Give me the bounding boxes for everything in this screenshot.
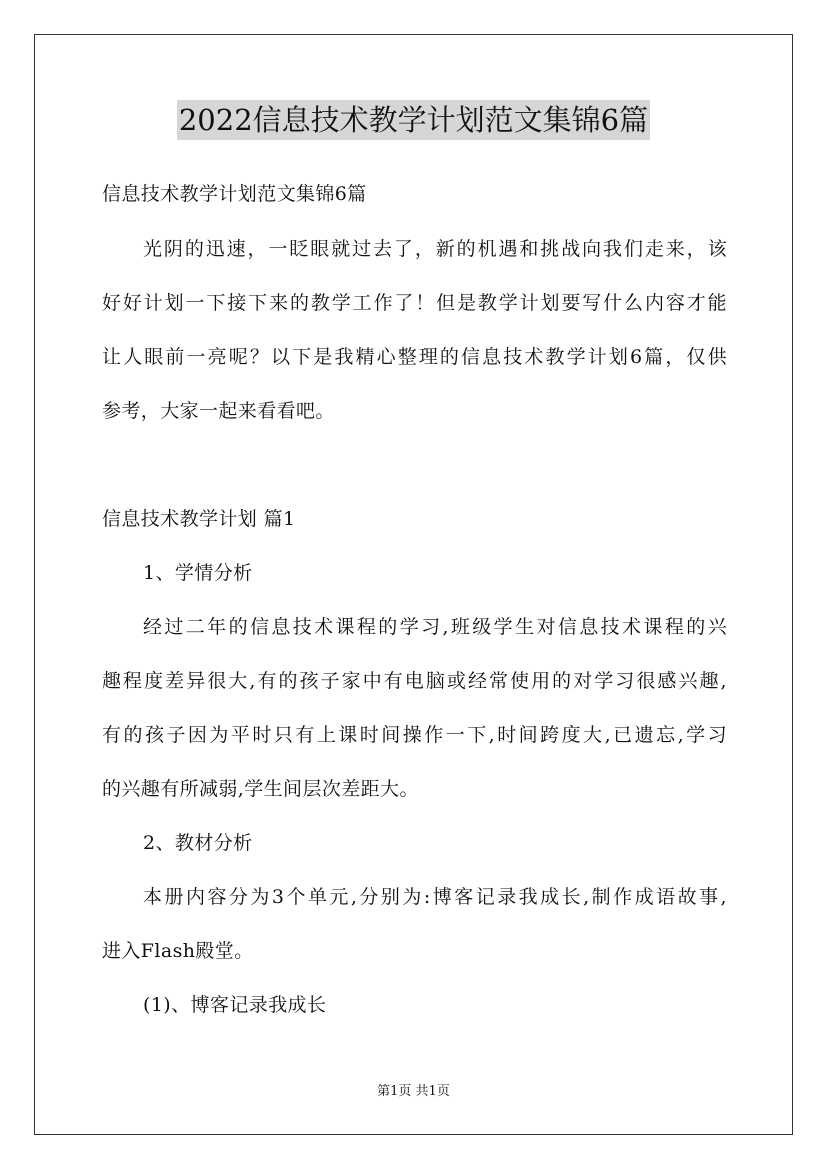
title-container <box>0 100 827 140</box>
item2-line: 进入Flash殿堂。 <box>102 940 254 962</box>
section-heading: 信息技术教学计划 篇1 <box>102 508 296 530</box>
item1-heading: 1、学情分析 <box>143 562 253 584</box>
intro-line: 光阴的迅速，一眨眼就过去了，新的机遇和挑战向我们走来，该 <box>143 238 727 260</box>
intro-line: 参考，大家一起来看看吧。 <box>102 400 335 422</box>
document-subtitle: 信息技术教学计划范文集锦6篇 <box>102 183 367 205</box>
item1-line: 有的孩子因为平时只有上课时间操作一下,时间跨度大,已遗忘,学习 <box>102 724 727 746</box>
item1-line: 趣程度差异很大,有的孩子家中有电脑或经常使用的对学习很感兴趣, <box>102 670 727 692</box>
intro-line: 让人眼前一亮呢？以下是我精心整理的信息技术教学计划6篇，仅供 <box>102 346 727 368</box>
item1-line: 经过二年的信息技术课程的学习,班级学生对信息技术课程的兴 <box>143 616 727 638</box>
intro-line: 好好计划一下接下来的教学工作了！但是教学计划要写什么内容才能 <box>102 292 727 314</box>
item2-heading: 2、教材分析 <box>143 832 253 854</box>
page-number: 第1页 共1页 <box>377 1084 450 1099</box>
item2-line: 本册内容分为3个单元,分别为:博客记录我成长,制作成语故事, <box>143 886 727 908</box>
document-title: 2022信息技术教学计划范文集锦6篇 <box>177 100 650 140</box>
item1-line: 的兴趣有所减弱,学生间层次差距大。 <box>102 778 419 800</box>
sub1-heading: (1)、博客记录我成长 <box>143 994 327 1016</box>
